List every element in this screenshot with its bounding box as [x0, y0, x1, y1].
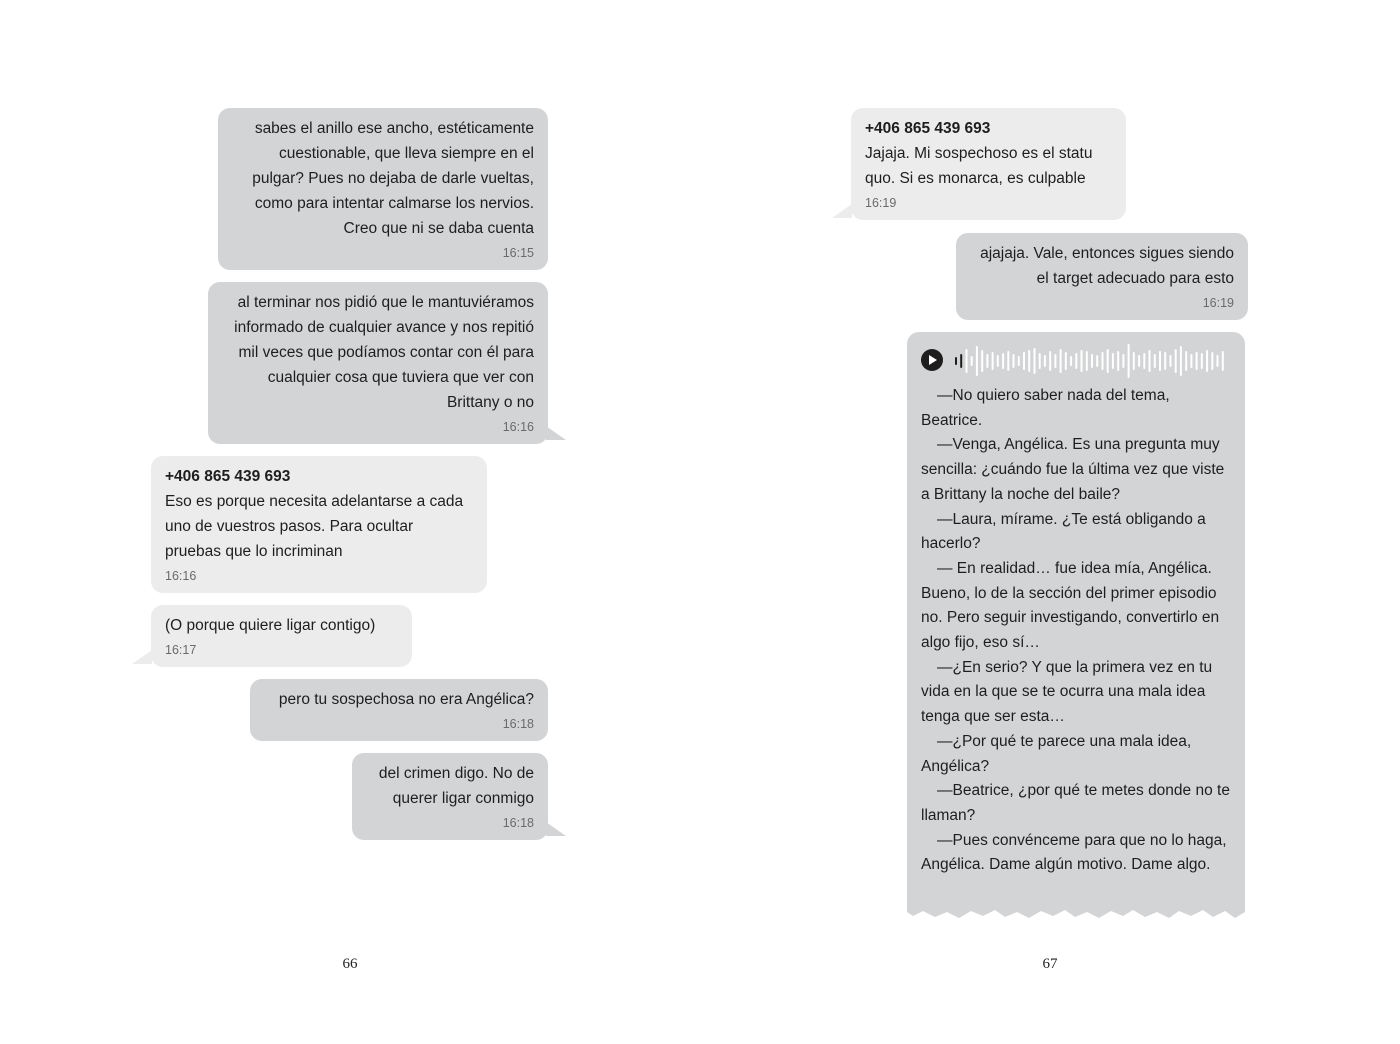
bubble-tail — [546, 426, 566, 440]
waveform-bar — [1138, 355, 1140, 367]
message-text: ajajaja. Vale, entonces sigues siendo el target adecuado para esto — [980, 245, 1234, 287]
transcript-line: —¿Por qué te parece una mala idea, Angélica? — [921, 732, 1192, 775]
waveform-bar — [1133, 352, 1135, 370]
waveform-bar — [1128, 344, 1130, 378]
page-number: 66 — [342, 956, 358, 972]
waveform-bar — [1049, 351, 1051, 371]
message-bubble-sent — [352, 753, 548, 840]
waveform-bar — [1112, 353, 1114, 369]
waveform-bar — [971, 356, 973, 366]
waveform-bar — [1096, 355, 1098, 367]
transcript-line: — En realidad… fue idea mía, Angélica. Bueno, lo de la sección del primer episodio no. Pero seguir investigando, convertirlo en algo fijo, eso sí… — [921, 559, 1220, 652]
message-bubble-sent — [218, 108, 548, 270]
waveform-bar — [992, 352, 994, 370]
waveform-bar — [960, 354, 962, 368]
bubble-tail — [132, 650, 152, 664]
waveform-bar — [1170, 355, 1172, 367]
waveform-bar — [1159, 351, 1161, 371]
waveform-bar — [1149, 350, 1151, 372]
waveform-bar — [955, 357, 957, 365]
message-text: Eso es porque necesita adelantarse a cada uno de vuestros pasos. Para ocultar pruebas que lo incriminan — [165, 493, 464, 560]
waveform-bar — [1217, 355, 1219, 367]
waveform-bar — [1185, 351, 1187, 371]
message-text: sabes el anillo ese ancho, estéticamente cuestionable, que lleva siempre en el pulgar? Pues no dejaba de darle vueltas, como para intentar calmarse los nervios. Creo que ni se daba cuenta — [252, 120, 534, 237]
waveform-bar — [986, 354, 988, 368]
message-text: al terminar nos pidió que le mantuviéramos informado de cualquier avance y nos repitió mil veces que podíamos contar con él para cualquier cosa que tuviera que ver con Brittany o no — [234, 294, 534, 411]
transcript-line: —¿En serio? Y que la primera vez en tu vida en la que se te ocurra una mala idea tenga que ser esta… — [921, 658, 1213, 726]
waveform-bar — [1081, 350, 1083, 372]
transcript-line: —Venga, Angélica. Es una pregunta muy sencilla: ¿cuándo fue la última vez que viste a Brittany la noche del baile? — [921, 436, 1225, 503]
waveform-bar — [1044, 355, 1046, 367]
message-time: 16:19 — [865, 196, 897, 210]
waveform-bar — [1086, 351, 1088, 371]
message-bubble-sent — [956, 233, 1248, 320]
waveform-bar — [1196, 352, 1198, 370]
waveform-bar — [997, 355, 999, 367]
waveform-bar — [1222, 351, 1224, 371]
sender-phone: +406 865 439 693 — [165, 468, 291, 485]
message-time: 16:19 — [1202, 296, 1234, 310]
waveform-bar — [1028, 350, 1030, 372]
message-time: 16:18 — [502, 816, 534, 830]
waveform-bar — [1075, 353, 1077, 369]
message-text: (O porque quiere ligar contigo) — [165, 617, 376, 634]
transcript-line: —Beatrice, ¿por qué te metes donde no te llaman? — [921, 782, 1230, 824]
waveform-bar — [1206, 350, 1208, 372]
waveform-bar — [1065, 352, 1067, 370]
message-time: 16:15 — [502, 246, 534, 260]
message-bubble-received — [151, 456, 487, 593]
waveform-bar — [1122, 354, 1124, 368]
waveform-bar — [1054, 354, 1056, 368]
waveform-bar — [1180, 346, 1182, 376]
waveform-bar — [1007, 351, 1009, 371]
message-bubble-sent — [208, 282, 548, 444]
transcript-line: —Pues convénceme para que no lo haga, Angélica. Dame algún motivo. Dame algo. — [921, 831, 1227, 874]
waveform-bar — [966, 349, 968, 373]
message-time: 16:16 — [165, 569, 197, 583]
waveform-bar — [1201, 353, 1203, 369]
waveform-bar — [1091, 354, 1093, 368]
waveform-bar — [1018, 356, 1020, 366]
message-time: 16:16 — [502, 420, 534, 434]
sender-phone: +406 865 439 693 — [865, 120, 991, 137]
audio-player — [921, 344, 1231, 384]
waveform-bar — [1211, 352, 1213, 370]
message-bubble-received — [851, 108, 1126, 220]
waveform-bar — [1175, 349, 1177, 373]
audio-waveform-icon[interactable] — [955, 344, 1227, 378]
waveform-bar — [1002, 353, 1004, 369]
message-text: pero tu sospechosa no era Angélica? — [278, 691, 534, 708]
waveform-bar — [1034, 348, 1036, 374]
waveform-bar — [1190, 354, 1192, 368]
message-time: 16:18 — [502, 717, 534, 731]
right-page — [700, 0, 1400, 1044]
waveform-bar — [1023, 352, 1025, 370]
audio-transcript — [921, 384, 1231, 878]
bubble-tail — [832, 204, 852, 218]
waveform-bar — [976, 346, 978, 376]
waveform-bar — [1039, 353, 1041, 369]
transcript-line: —Laura, mírame. ¿Te está obligando a hacerlo? — [921, 510, 1206, 553]
page-number: 67 — [1042, 956, 1058, 972]
message-bubble-received — [151, 605, 412, 667]
waveform-bar — [981, 350, 983, 372]
torn-edge — [907, 908, 1245, 920]
play-icon[interactable] — [921, 349, 943, 371]
waveform-bar — [1070, 356, 1072, 366]
waveform-bar — [1164, 352, 1166, 370]
message-text: del crimen digo. No de querer ligar conmigo — [378, 765, 534, 807]
waveform-bar — [1107, 349, 1109, 373]
waveform-bar — [1154, 354, 1156, 368]
audio-message-bubble — [907, 332, 1245, 910]
waveform-bar — [1117, 351, 1119, 371]
message-time: 16:17 — [165, 643, 197, 657]
waveform-bar — [1060, 349, 1062, 373]
waveform-bar — [1143, 353, 1145, 369]
message-text: Jajaja. Mi sospechoso es el statu quo. Si es monarca, es culpable — [865, 145, 1093, 187]
bubble-tail — [546, 822, 566, 836]
waveform-bar — [1013, 354, 1015, 368]
transcript-line: —No quiero saber nada del tema, Beatrice. — [921, 387, 1170, 429]
waveform-bar — [1102, 352, 1104, 370]
message-bubble-sent — [250, 679, 548, 741]
